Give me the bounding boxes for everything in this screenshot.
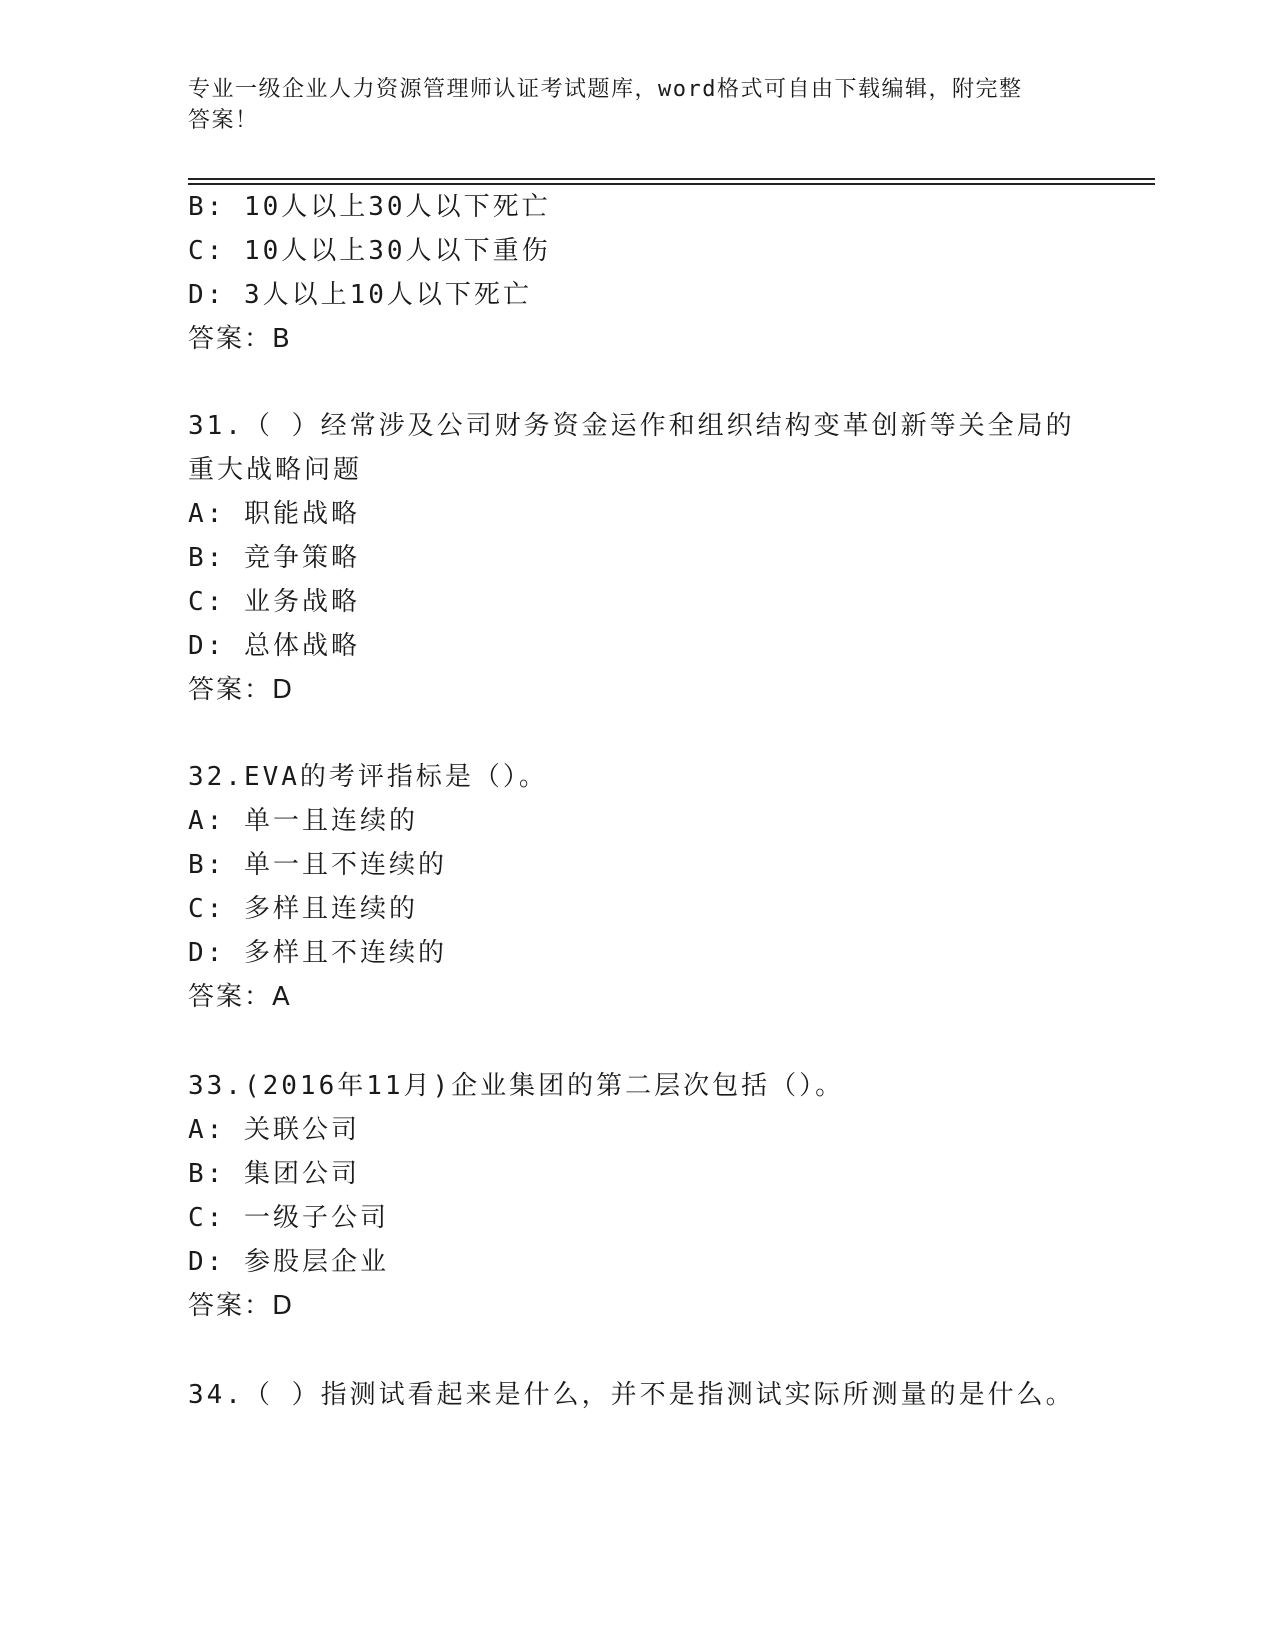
option-d: D: 参股层企业: [188, 1247, 389, 1277]
question-stem: 34.（ ）指测试看起来是什么，并不是指测试实际所测量的是什么。: [188, 1380, 1075, 1410]
option-b: B: 集团公司: [188, 1159, 360, 1189]
option-a: A: 关联公司: [188, 1115, 360, 1145]
option-c: C: 一级子公司: [188, 1203, 389, 1233]
question-stem-line-1: 31.（ ）经常涉及公司财务资金运作和组织结构变革创新等关全局的: [188, 411, 1075, 441]
option-d: D: 多样且不连续的: [188, 938, 447, 968]
option-b: B: 10人以上30人以下死亡: [188, 192, 551, 222]
answer: 答案：A: [188, 982, 292, 1012]
option-d: D: 3人以上10人以下死亡: [188, 280, 532, 310]
header-line-1: 专业一级企业人力资源管理师认证考试题库，word格式可自由下载编辑，附完整: [188, 77, 1023, 102]
option-a: A: 单一且连续的: [188, 806, 418, 836]
option-d: D: 总体战略: [188, 631, 360, 661]
answer: 答案：B: [188, 324, 292, 354]
header-divider-top: [188, 178, 1155, 180]
option-a: A: 职能战略: [188, 499, 360, 529]
option-b: B: 单一且不连续的: [188, 850, 447, 880]
header-line-2: 答案！: [188, 108, 259, 133]
option-c: C: 业务战略: [188, 587, 360, 617]
question-stem: 32.EVA的考评指标是（）。: [188, 762, 548, 792]
option-c: C: 10人以上30人以下重伤: [188, 236, 551, 266]
question-stem-line-2: 重大战略问题: [188, 455, 363, 485]
header-title: [188, 74, 1088, 136]
header-divider-bottom: [188, 183, 1155, 185]
answer: 答案：D: [188, 1291, 295, 1321]
question-stem: 33.(2016年11月)企业集团的第二层次包括（）。: [188, 1071, 845, 1101]
option-c: C: 多样且连续的: [188, 894, 418, 924]
option-b: B: 竞争策略: [188, 543, 360, 573]
answer: 答案：D: [188, 675, 295, 705]
